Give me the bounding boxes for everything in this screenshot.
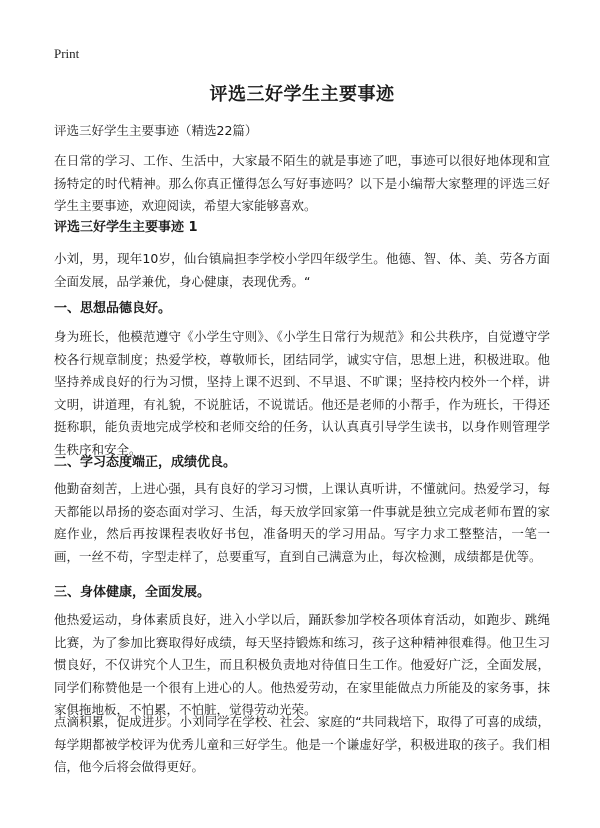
print-link[interactable]: Print <box>54 46 80 61</box>
section-body: 他热爱运动，身体素质良好，进入小学以后，踊跃参加学校各项体育活动，如跑步、跳绳比赛，为了参加比赛取得好成绩，每天坚持锻炼和练习，孩子这种精神很难得。他卫生习惯良好，不仅讲究个人卫生，而且积极负责地对待值日生工作。他爱好广泛，全面发展，同学们称赞他是一个很有上进心的人。他热爱劳动，在家里能做点力所能及的家务事，抹家俱拖地板，不怕累，不怕脏，觉得劳动光荣。 <box>54 612 550 717</box>
closing-paragraph: 点滴积累，促成进步。小刘同学在学校、社会、家庭的“共同栽培下，取得了可喜的成绩，每学期都被学校评为优秀儿童和三好学生。他是一个谦虚好学，积极进取的孩子。我们相信，他今后将会做得更好。 <box>54 714 550 774</box>
section-heading: 二、学习态度端正，成绩优良。 <box>54 455 237 470</box>
article-subtitle: 评选三好学生主要事迹（精选22篇） <box>54 123 258 138</box>
article-heading: 评选三好学生主要事迹 1 <box>54 220 198 235</box>
section-heading: 三、身体健康，全面发展。 <box>54 585 211 600</box>
page-title: 评选三好学生主要事迹 <box>209 84 395 105</box>
intro-paragraph: 在日常的学习、工作、生活中，大家最不陌生的就是事迹了吧，事迹可以很好地体现和宣扬特定的时代精神。那么你真正懂得怎么写好事迹吗？以下是小编帮大家整理的评选三好学生主要事迹，欢迎阅读，希望大家能够喜欢。 <box>54 153 550 213</box>
section-heading: 一、思想品德良好。 <box>54 301 172 316</box>
section-body: 他勤奋刻苦，上进心强，具有良好的学习习惯，上课认真听讲，不懂就问。热爱学习，每天都能以昂扬的姿态面对学习、生活，每天放学回家第一件事就是独立完成老师布置的家庭作业，然后再按课程表收好书包，准备明天的学习用品。写字力求工整整洁，一笔一画，一丝不苟，字型走样了，总要重写，直到自己满意为止，每次检测，成绩都是优等。 <box>54 481 550 564</box>
article-intro-paragraph: 小刘，男，现年10岁，仙台镇扁担李学校小学四年级学生。他德、智、体、美、劳各方面全面发展，品学兼优，身心健康，表现优秀。“ <box>54 251 550 289</box>
section-body: 身为班长，他模范遵守《小学生守则》、《小学生日常行为规范》和公共秩序，自觉遵守学校各行规章制度；热爱学校，尊敬师长，团结同学，诚实守信，思想上进，积极进取。他坚持养成良好的行为习惯，坚持上课不迟到、不早退、不旷课；坚持校内校外一个样，讲文明，讲道理，有礼貌，不说脏话，不说谎话。他还是老师的小帮手，作为班长，干得还挺称职，能负责地完成学校和老师交给的任务，认认真真引导学生读书，以身作则管理学生秩序和安全。 <box>54 329 550 457</box>
